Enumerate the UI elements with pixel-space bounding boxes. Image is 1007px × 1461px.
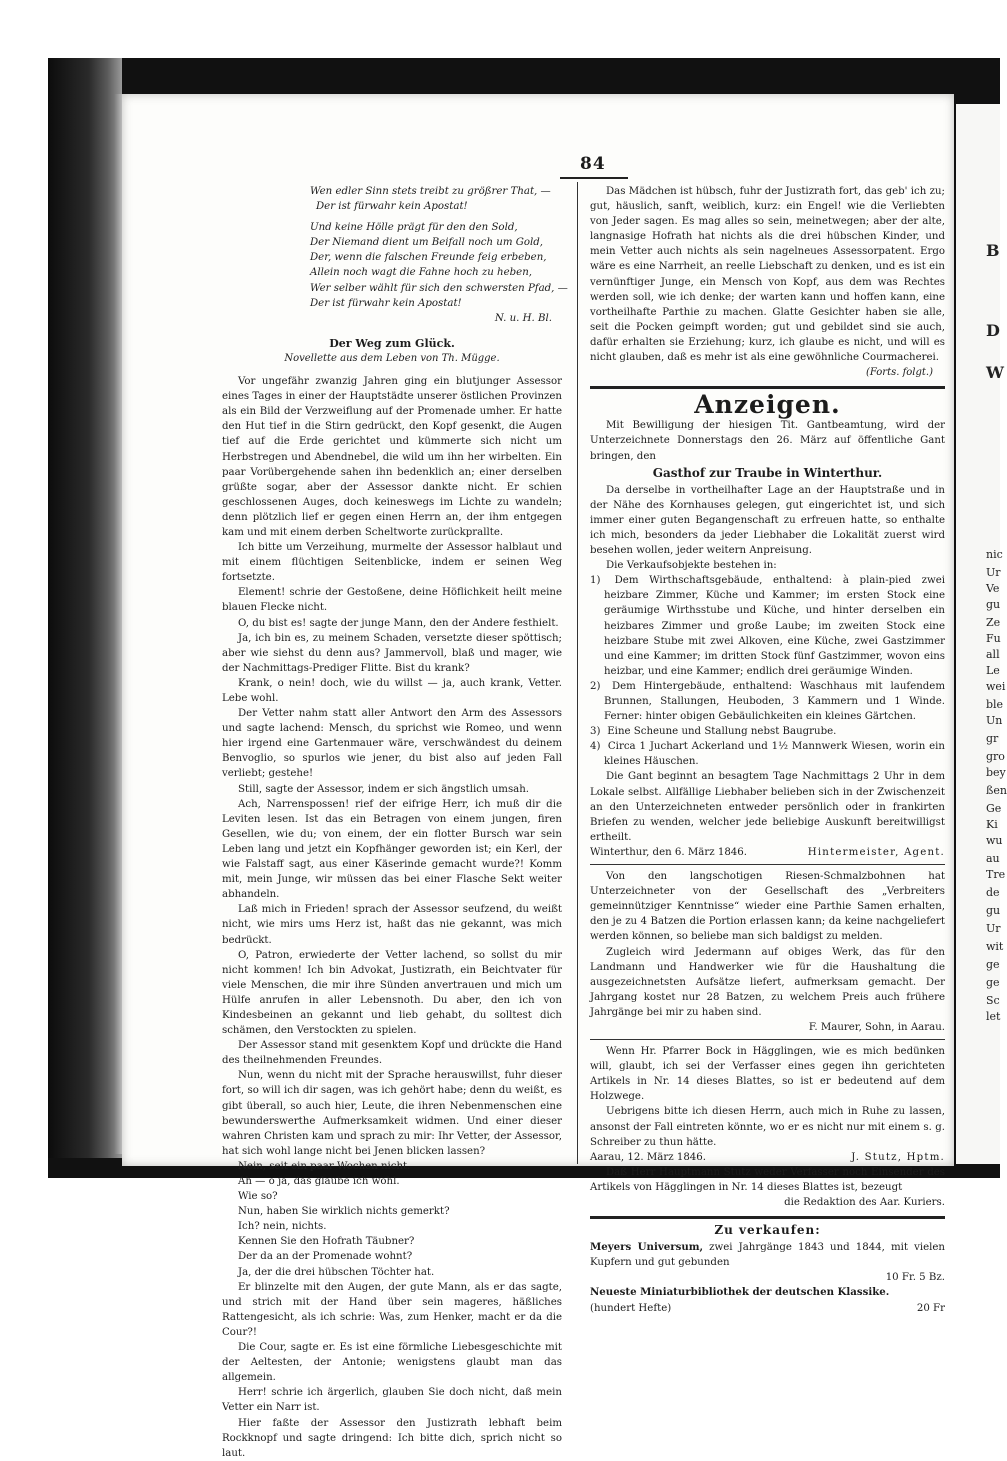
story-paragraph: O, Patron, erwiederte der Vetter lachend, so sollst du mir nicht kommen! Ich bin Advokat, Justizrath, ein Beichtvater für viele Menschen, die mir ihre Sünden anvertrauen und mich um Hülfe anrufen in aller Lebensnoth. Du aber, den ich von Kindesbeinen an gekannt und lieb gehabt, du solltest dich schämen, den Verstockten zu spielen. — [222, 949, 562, 1037]
object-number: 2) — [590, 680, 601, 692]
neighbor-text-fragment: all — [986, 648, 1000, 661]
sale-item — [590, 1285, 945, 1300]
object-text: Dem Hintergebäude, enthaltend: Waschhaus mit laufendem Brunnen, Stallungen, Heuboden, 3 Kammern und 1 Winde. Ferner: hinter obigen Gebäulichkeiten ein kleines Gärtchen. — [604, 680, 945, 723]
neighbor-text-fragment: Ve — [986, 582, 1000, 595]
continuation-note: (Forts. folgt.) — [865, 367, 933, 379]
neighbor-text-fragment: de — [986, 886, 1000, 899]
story-paragraph: O, du bist es! sagte der junge Mann, den der Andere festhielt. — [238, 617, 559, 629]
story-paragraph: Ich? nein, nichts. — [238, 1221, 327, 1233]
story-paragraph: Laß mich in Frieden! sprach der Assessor seufzend, du weißt nicht, wie mirs ums Herz ist, haßt das nie gekannt, was mich bedrückt. — [222, 904, 562, 946]
pfarrer-signature-line — [590, 1150, 945, 1165]
gasthof-intro: Mit Bewilligung der hiesigen Tit. Gantbeamtung, wird der Unterzeichnete Donnerstags den 26. März auf öffentliche Gant bringen, den — [590, 420, 945, 462]
neighbor-text-fragment: D — [986, 321, 1000, 340]
poem-line: Und keine Hölle prägt für den den Sold, — [310, 222, 518, 234]
poem-signature: N. u. H. Bl. — [494, 312, 552, 324]
story-paragraph: Kennen Sie den Hofrath Täubner? — [238, 1236, 415, 1248]
book-binding-shadow — [48, 58, 122, 1158]
neighbor-text-fragment: B — [986, 241, 1000, 260]
story-title: Der Weg zum Glück. — [329, 336, 455, 350]
story-paragraph: Element! schrie der Gestoßene, deine Höflichkeit heilt meine blauen Flecke nicht. — [222, 587, 562, 614]
object-item — [590, 679, 945, 724]
neighbor-text-fragment: ble — [986, 698, 1004, 711]
story-paragraph: Der Vetter nahm statt aller Antwort den Arm des Assessors und sagte lachend: Mensch, du sprichst wie Romeo, und wenn hier irgend eine Gartenmauer wäre, verschwändest du deinem Benvoglio, so spurlos wie jener, du bist also auf jeden Fall verliebt; gestehe! — [222, 708, 562, 780]
object-item — [590, 739, 945, 769]
story-paragraph: Die Cour, sagte er. Es ist eine förmliche Liebesgeschichte mit der Aeltesten, der Antonie; wenigstens glaubt man das allgemein. — [222, 1342, 562, 1384]
neighbor-text-fragment: Ki — [986, 818, 998, 831]
sale-item-title: Meyers Universum, — [590, 1241, 704, 1254]
object-text: Dem Wirthschaftsgebäude, enthaltend: à plain-pied zwei heizbare Zimmer, Küche und Kammer; im ersten Stock eine geräumige Wirthsstube und Küche, und hinter derselben ein heizbares Zimmer und große Laube; im zweiten Stock eine heizbare Stube mit zwei Alkoven, eine Küche, zwei Gastzimmer und eine Kammer; im dritten Stock fünf Gastzimmer, wovon eins heizbar, und eine Kammer; endlich drei geräumige Winden. — [604, 575, 945, 677]
poem-line: Der Niemand dient um Beifall noch um Gold, — [310, 237, 544, 249]
poem-line: Wer selber wählt für sich den schwersten Pfad, — — [310, 282, 568, 294]
story-paragraph: Herr! schrie ich ärgerlich, glauben Sie doch nicht, daß mein Vetter ein Narr ist. — [222, 1387, 562, 1414]
poem-line: Der, wenn die falschen Freunde feig erbeben, — [310, 252, 547, 264]
object-number: 3) — [590, 726, 601, 738]
story-subtitle: Novellette aus dem Leben von Th. Mügge. — [284, 352, 500, 364]
gant-notice: Die Gant beginnt an besagtem Tage Nachmittags 2 Uhr in dem Lokale selbst. Allfällige Liebhaber belieben sich in der Zwischenzeit an den Unterzeichneten entweder persönlich oder in frankirten Briefen zu wenden, welcher jede beliebige Auskunft bereitwilligst ertheilt. — [590, 771, 945, 843]
neighbor-text-fragment: Le — [986, 664, 1000, 677]
object-number: 4) — [590, 741, 601, 753]
story-paragraph: Ja, ich bin es, zu meinem Schaden, versetzte dieser spöttisch; aber wie siehst du denn aus? Jammervoll, blaß und mager, wie der Nachmittags-Prediger Flitte. Bist du krank? — [222, 632, 562, 674]
story-paragraph: Ich bitte um Verzeihung, murmelte der Assessor halblaut und mit einem flüchtigen Seitenblicke, indem er seinen Weg fortsetzte. — [222, 542, 562, 584]
bohnen-signature: F. Maurer, Sohn, in Aarau. — [808, 1021, 945, 1033]
header-rule — [560, 177, 628, 179]
poem-line: Der ist fürwahr kein Apostat! — [316, 201, 468, 213]
neighbor-text-fragment: gu — [986, 598, 1001, 611]
neighbor-text-fragment: ge — [986, 958, 1000, 971]
page-number: 84 — [580, 154, 606, 174]
neighbor-text-fragment: Tre — [986, 868, 1006, 881]
section-rule — [590, 386, 945, 389]
sale-item-price: 20 Fr — [916, 1302, 945, 1314]
sale-item-text: zwei Jahrgänge 1843 und 1844, mit vielen Kupfern und gut gebunden — [590, 1242, 945, 1269]
neighbor-text-fragment: ge — [986, 976, 1000, 989]
gasthof-description: Da derselbe in vortheilhafter Lage an der Hauptstraße und in der Nähe des Kornhauses gelegen, gut eingerichtet ist, und sich immer einer guten Begangenschaft zu erfreuen hatte, so enthalte ich mich, besonders da jeder Liebhaber die Lokalität zuerst wird besehen wollen, jeder weitern Anpreisung. — [590, 484, 945, 557]
object-text: Eine Scheune und Stallung nebst Baugrube. — [607, 726, 837, 738]
neighbor-text-fragment: Ur — [986, 922, 1001, 935]
neighbor-text-fragment: Un — [986, 714, 1003, 727]
object-number: 1) — [590, 575, 601, 587]
anzeigen-heading: Anzeigen. — [694, 390, 841, 420]
neighbor-text-fragment: bey — [986, 766, 1006, 779]
neighbor-text-fragment: Ge — [986, 802, 1002, 815]
sale-item — [590, 1240, 945, 1270]
neighbor-text-fragment: gr — [986, 732, 999, 745]
neighbor-text-fragment: gro — [986, 750, 1005, 763]
neighbor-text-fragment: wu — [986, 834, 1003, 847]
section-rule — [590, 1216, 945, 1219]
pfarrer-place-date: Aarau, 12. März 1846. — [590, 1151, 706, 1163]
left-column — [222, 184, 568, 1461]
object-text: Circa 1 Juchart Ackerland und 1½ Mannwerk Wiesen, worin ein kleines Häuschen. — [604, 741, 945, 768]
story-paragraph: Nun, haben Sie wirklich nichts gemerkt? — [238, 1206, 450, 1218]
story-paragraph: Der da an der Promenade wohnt? — [238, 1251, 413, 1263]
sale-item-2-line — [590, 1301, 945, 1316]
story-paragraph: Hier faßte der Assessor den Justizrath lebhaft beim Rockknopf und sagte dringend: Ich bitte dich, sprich nicht so laut. — [222, 1417, 562, 1459]
poem-line: Allein noch wagt die Fahne hoch zu heben, — [310, 267, 533, 279]
neighbor-text-fragment: au — [986, 852, 1000, 865]
neighbor-text-fragment: gu — [986, 904, 1001, 917]
pfarrer-notice-2: Uebrigens bitte ich diesen Herrn, auch mich in Ruhe zu lassen, ansonst der Fall eintreten könnte, wo er es nicht nur mit einem s. g. Schreiber zu thun hätte. — [590, 1106, 945, 1148]
neighbor-text-fragment: nic — [986, 548, 1003, 561]
pfarrer-notice: Wenn Hr. Pfarrer Bock in Hägglingen, wie es mich bedünken will, glaubt, ich sei der Verfasser eines gegen ihn gerichteten Artikels in Nr. 14 dieses Blattes, so ist er bedeutend auf dem Holzwege. — [590, 1046, 945, 1103]
objects-list — [590, 573, 945, 769]
gasthof-title: Gasthof zur Traube in Winterthur. — [652, 465, 883, 480]
story-paragraph: Er blinzelte mit den Augen, der gute Mann, als er das sagte, und strich mit der Hand über sein mageres, häßliches Rattengesicht, als ich schrie: Was, zum Henker, macht er da die Cour?! — [222, 1281, 562, 1338]
bohnen-ad-2: Zugleich wird Jedermann auf obiges Werk, das für den Landmann und Handwerker wie für die Haushaltung die ausgezeichnetsten Aufsätze liefert, aufmerksam gemacht. Der Jahrgang kostet nur 28 Batzen, zu welchem Preis auch frühere Jahrgänge bei mir zu haben sind. — [590, 946, 945, 1018]
redaktion-signature: die Redaktion des Aar. Kuriers. — [784, 1197, 945, 1208]
right-column — [590, 184, 945, 1316]
poem-line: Der ist fürwahr kein Apostat! — [310, 297, 462, 309]
story-paragraph: Ach, Narrenspossen! rief der eifrige Herr, ich muß dir die Leviten lesen. Ist das ein Betragen von einem jungen, firen Gesellen, wie du; von einem, der ein flotter Bursch war sein Leben lang und jetzt ein Kopfhänger geworden ist; ein Kerl, der wie Falstaff sagt, aus einer Käserinde gemacht wurde?! Komm mit, mein Junge, wir müssen das bei einer Flasche Sekt weiter abhandeln. — [222, 798, 562, 901]
objects-intro: Die Verkaufsobjekte bestehen in: — [606, 560, 777, 572]
neighbor-text-fragment: let — [986, 1010, 1001, 1023]
bohnen-ad: Von den langschotigen Riesen-Schmalzbohnen hat Unterzeichneter von der Gesellschaft des „Verbreiters gemeinnütziger Kenntnisse“ wieder eine Parthie Samen erhalten, den je zu 4 Batzen die Portion erlassen kann; da keine nachgeliefert werden können, so beliebe man sich baldigst zu melden. — [590, 871, 945, 943]
story-body — [222, 374, 562, 1461]
story-paragraph: Krank, o nein! doch, wie du willst — ja, auch krank, Vetter. Lebe wohl. — [222, 677, 562, 704]
gant-signature: Hintermeister, Agent. — [807, 846, 945, 858]
gant-place-date: Winterthur, den 6. März 1846. — [590, 846, 747, 858]
story-paragraph: Der Assessor stand mit gesenktem Kopf und drückte die Hand des theilnehmenden Freundes. — [222, 1040, 562, 1067]
story-paragraph: Ja, der die drei hübschen Töchter hat. — [238, 1266, 435, 1278]
story-paragraph: Nein, seit ein paar Wochen nicht. — [238, 1160, 411, 1172]
story-continuation: Das Mädchen ist hübsch, fuhr der Justizrath fort, das geb' ich zu; gut, häuslich, sanft, weiblich, kurz: ein Engel! wie die Verliebten von Jeder sagen. Es mag alles so sein, meinetwegen; aber der alte, langnasige Hofrath hat nichts als die drei hübschen Kinder, und mein Vetter auch nichts als sein nagelneues Assessorpatent. Ergo wäre es eine Narrheit, an reelle Liebschaft zu denken, und es ist ein vernünftiger Junge, ein Mensch von Kopf, aus dem was Rechtes werden soll, wie ich denke; der warten kann und hoffen kann, eine vortheilhafte Parthie zu machen. Glatte Gesichter haben sie alle, seit die Pocken geimpft worden; gut und gebildet sind sie auch, dafür erhalten sie Erziehung; kurz, ich glaube es nicht, und will es nicht glauben, daß es mehr ist als eine gewöhnliche Courmacherei. — [590, 186, 945, 364]
neighbor-text-fragment: ßen — [986, 784, 1007, 797]
neighbor-text-fragment: wei — [986, 680, 1006, 693]
story-paragraph: Ah — o ja, das glaube ich wohl. — [238, 1176, 400, 1187]
pfarrer-signature: J. Stutz, Hptm. — [851, 1151, 945, 1163]
story-paragraph: Nun, wenn du nicht mit der Sprache herauswillst, fuhr dieser fort, so will ich dir sagen, was ich gehört habe; denn du weißt, es gibt überall, so auch hier, Leute, die ihren Nebenmenschen eine bewunderswerthe Aufmerksamkeit widmen. Und einer dieser wahren Christen kam und sprach zu mir: Ihr Vetter, der Assessor, hat sich wohl lange nicht bei Jenen blicken lassen? — [222, 1070, 562, 1157]
poem — [222, 184, 568, 311]
neighbor-text-fragment: W — [986, 363, 1004, 382]
ad-divider — [590, 1039, 945, 1040]
story-paragraph: Vor ungefähr zwanzig Jahren ging ein blutjunger Assessor eines Tages in einer der Hauptstädte unserer östlichen Provinzen als ein Bild der Verzweiflung auf der Promenade umher. Er hatte den Hut tief in die Stirn gedrückt, den Kopf gesenkt, die Augen tief auf die Erde gerichtet und kümmerte sich nicht um Herbstregen und Abendnebel, die wild um ihn her wirbelten. Ein paar Vorübergehende sahen ihn bedenklich an; einer derselben grüßte sogar, aber der Assessor dankte nicht. Er schien geschlossenen Auges, doch keineswegs im Lichte zu wandeln; denn plötzlich lief er gegen einen Herrn an, der ihm entgegen kam und mit einem derben Scheltworte zurückprallte. — [222, 376, 562, 538]
redaktion-notice: Daß Herr Hauptmann Stutz weder Verfasser noch Einsender des Artikels von Hägglingen in Nr. 14 dieses Blattes ist, bezeugt — [590, 1166, 945, 1193]
neighbor-text-fragment: Fu — [986, 632, 1001, 645]
gant-signature-line — [590, 845, 945, 860]
neighbor-page-strip — [956, 104, 1007, 1164]
poem-line: Wen edler Sinn stets treibt zu größrer That, — — [310, 186, 551, 197]
object-item — [590, 724, 945, 739]
sale-item-title: Neueste Miniaturbibliothek der deutschen Klassike. — [590, 1286, 890, 1299]
story-paragraph: Wie so? — [238, 1191, 278, 1203]
story-paragraph: Still, sagte der Assessor, indem er sich ängstlich umsah. — [238, 783, 530, 795]
neighbor-text-fragment: Ze — [986, 616, 1001, 629]
sale-item-price: 10 Fr. 5 Bz. — [885, 1272, 945, 1284]
neighbor-text-fragment: Ur — [986, 566, 1001, 579]
ad-divider — [590, 864, 945, 865]
sale-item-text: (hundert Hefte) — [590, 1302, 672, 1314]
object-item — [590, 573, 945, 679]
column-divider — [577, 182, 578, 1164]
neighbor-text-fragment: Sc — [986, 994, 1000, 1007]
neighbor-text-fragment: wit — [986, 940, 1004, 953]
verkaufen-heading: Zu verkaufen: — [714, 1223, 821, 1238]
